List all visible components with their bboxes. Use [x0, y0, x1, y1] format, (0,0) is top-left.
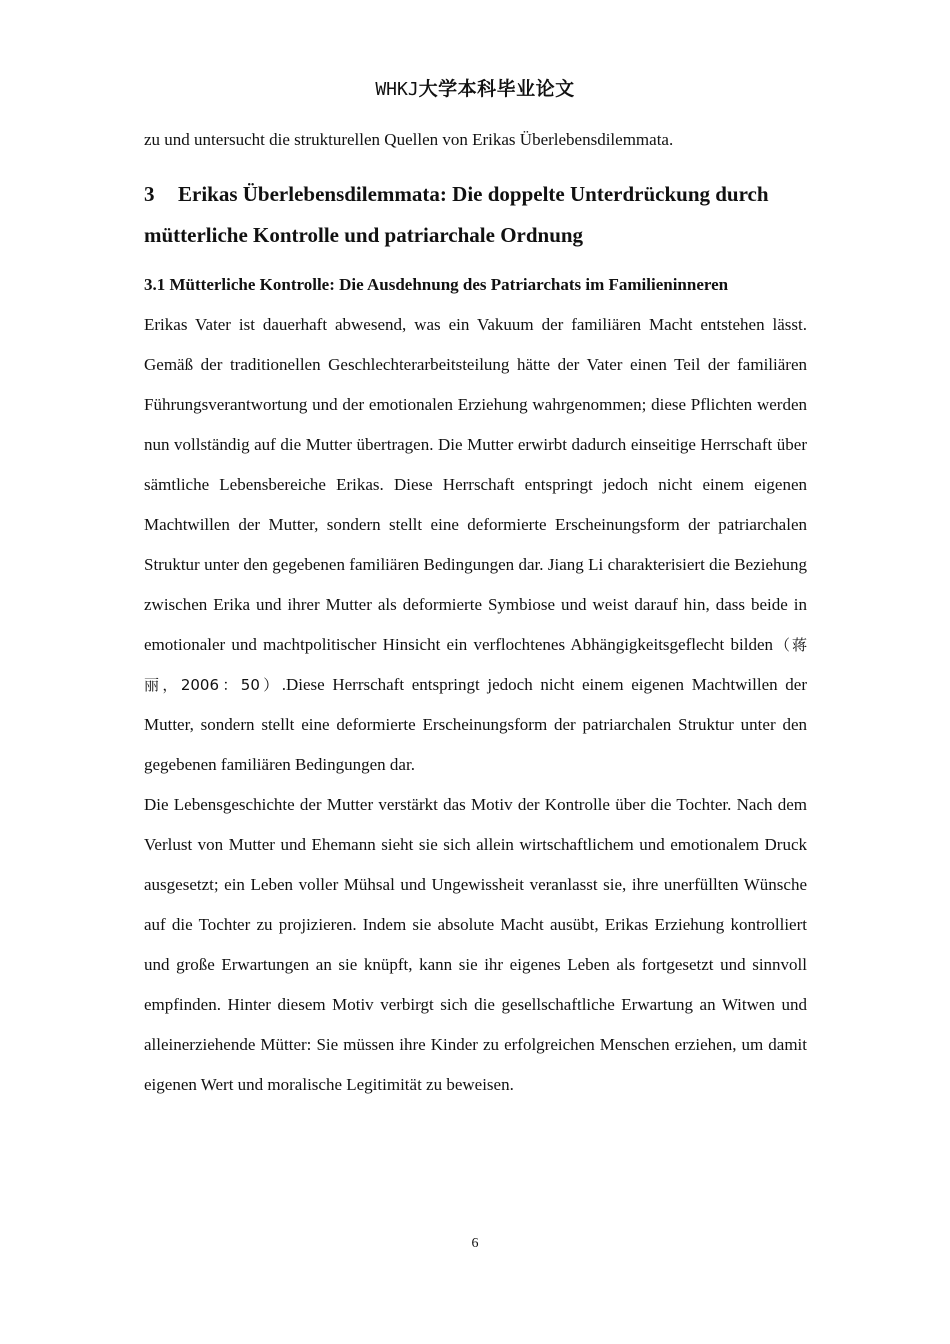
section-title: Erikas Überlebensdilemmata: Die doppelte Unterdrückung durch mütterliche Kontrolle und patriarchale Ordnung	[144, 182, 769, 247]
paragraph-1-text-end: .Diese Herrschaft entspringt jedoch nicht einem eigenen Machtwillen der Mutter, sondern stellt eine deformierte Erscheinungsform der patriarchalen Struktur unter den gegebenen familiären Bedingungen dar.	[144, 675, 808, 774]
citation: （蒋丽，2006：50）	[144, 636, 807, 694]
paragraph-2: Die Lebensgeschichte der Mutter verstärkt das Motiv der Kontrolle über die Tochter. Nach dem Verlust von Mutter und Ehemann sieht sie sich allein wirtschaftlichem und emotionalem Druck ausgesetzt; ein Leben voller Mühsal und Ungewissheit veranlasst sie, ihre unerfüllten Wünsche auf die Tochter zu projizieren. Indem sie absolute Macht ausübt, Erikas Erziehung kontrolliert und große Erwartungen an sie knüpft, kann sie ihr eigenes Leben als fortgesetzt und sinnvoll empfinden. Hinter diesem Motiv verbirgt sich die gesellschaftliche Erwartung an Witwen und alleinerziehende Mütter: Sie müssen ihre Kinder zu erfolgreichen Menschen erziehen, um damit eigenen Wert und moralische Legitimität zu beweisen.	[144, 795, 807, 1094]
paragraph-1-text: Erikas Vater ist dauerhaft abwesend, was ein Vakuum der familiären Macht entstehen lässt. Gemäß der traditionellen Geschlechterarbeitsteilung hätte der Vater einen Teil der familiären Führungsverantwortung und der emotionalen Erziehung wahrgenommen; diese Pflichten werden nun vollständig auf die Mutter übertragen. Die Mutter erwirbt dadurch einseitige Herrschaft über sämtliche Lebensbereiche Erikas. Diese Herrschaft entspringt jedoch nicht einem eigenen Machtwillen der Mutter, sondern stellt eine deformierte Erscheinungsform der patriarchalen Struktur unter den gegebenen familiären Bedingungen dar. Jiang Li charakterisiert die Beziehung zwischen Erika und ihrer Mutter als deformierte Symbiose und weist darauf hin, dass beide in emotionaler und machtpolitischer Hinsicht ein verflochtenes Abhängigkeitsgeflecht bilden	[144, 315, 807, 654]
subsection-heading: 3.1 Mütterliche Kontrolle: Die Ausdehnung des Patriarchats im Familieninneren	[144, 275, 729, 294]
body-text	[144, 120, 807, 1105]
header-chinese: 大学本科毕业论文	[418, 78, 575, 100]
section-number: 3	[144, 182, 155, 206]
intro-line: zu und untersucht die strukturellen Quellen von Erikas Überlebensdilemmata.	[144, 130, 674, 149]
section-heading	[144, 174, 807, 256]
header-latin: WHKJ	[375, 79, 419, 100]
running-header	[0, 74, 950, 101]
page-number: 6	[471, 1236, 479, 1251]
paragraph-1	[144, 305, 807, 785]
